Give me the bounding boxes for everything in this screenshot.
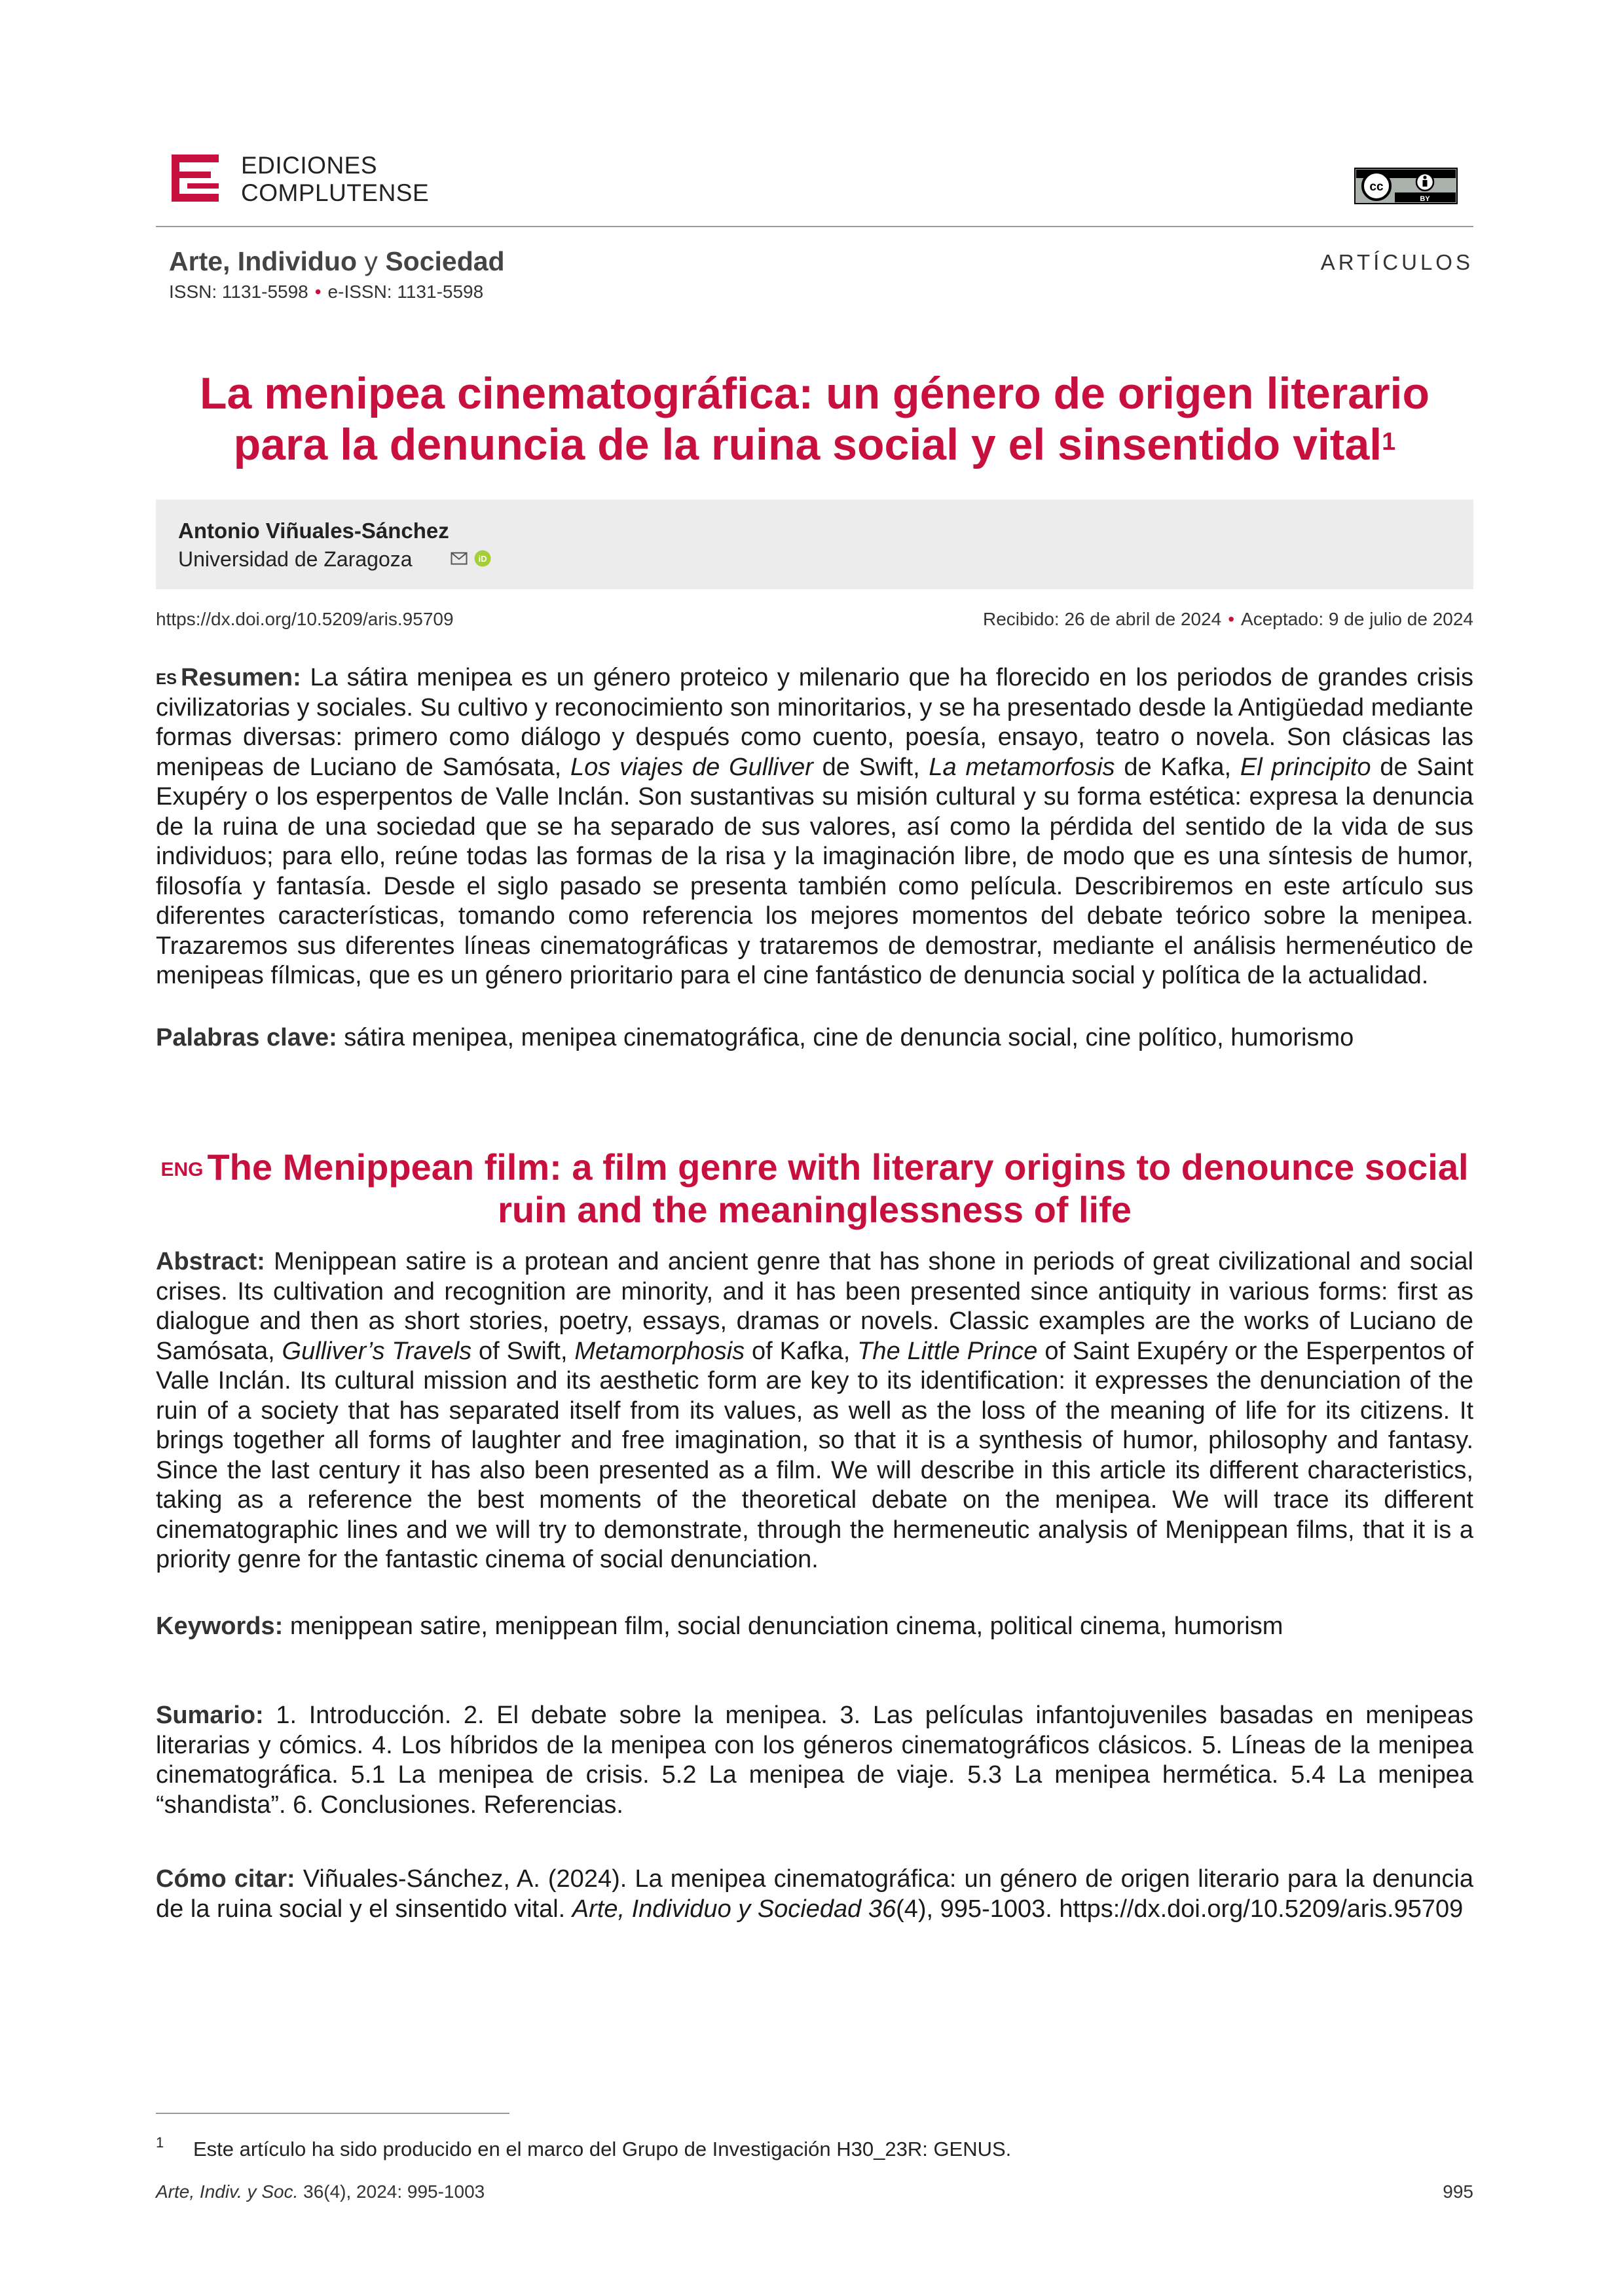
cc-by-license-icon[interactable] — [1354, 168, 1458, 204]
summary-text: 1. Introducción. 2. El debate sobre la menipea. 3. Las películas infantojuveniles basadas en menipeas literarias y cómics. 4. Los híbridos de la menipea con los géneros cinematográficos clásicos. 5. Líneas de la menipea cinematográfica. 5.1 La menipea de crisis. 5.2 La menipea de viaje. 5.3 La menipea hermética. 5.4 La menipea “shandista”. 6. Conclusiones. Referencias. — [156, 1702, 1473, 1819]
accepted-date: Aceptado: 9 de julio de 2024 — [1241, 609, 1473, 629]
work-title: El principito — [1240, 753, 1371, 781]
issn: ISSN: 1131-5598 — [169, 282, 308, 302]
author-box — [156, 500, 1473, 589]
work-title: La metamorfosis — [929, 753, 1115, 781]
footer-issue: 36(4), 2024: 995-1003 — [298, 2181, 485, 2202]
e-issn: e-ISSN: 1131-5598 — [327, 282, 484, 302]
author-name: Antonio Viñuales-Sánchez — [178, 519, 449, 543]
work-title: Los viajes de Gulliver — [570, 753, 813, 781]
publisher-line-1: EDICIONES — [241, 152, 378, 179]
citation-text-2: (4), 995-1003. https://dx.doi.org/10.5209/aris.95709 — [896, 1895, 1464, 1923]
journal-name-part-3: Sociedad — [385, 246, 505, 276]
work-title: Gulliver’s Travels — [282, 1337, 472, 1365]
citation-text-1: Viñuales-Sánchez, A. (2024). La menipea cinematográfica: un género de origen literario para la denuncia de la ruina social y el sinsentido vital. — [156, 1865, 1474, 1923]
language-tag-eng: ENG — [160, 1159, 204, 1180]
summary-label: Sumario: — [156, 1702, 264, 1729]
abstract-label-es: Resumen: — [181, 664, 301, 691]
svg-text:iD: iD — [478, 554, 487, 564]
title-footnote-marker[interactable]: 1 — [1382, 428, 1396, 456]
citation — [156, 1865, 1473, 1924]
abstract-text-en-3: of Kafka, — [745, 1337, 858, 1365]
article-title — [156, 368, 1473, 470]
english-title-text: The Menippean film: a film genre with literary origins to denounce social ruin and the meaninglessness of life — [207, 1146, 1469, 1230]
keywords-es: sátira menipea, menipea cinematográfica, cine de denuncia social, cine político, humorismo — [337, 1024, 1354, 1051]
publisher-line-2: COMPLUTENSE — [241, 179, 430, 206]
abstract-text-es-1: La sátira menipea es un género proteico y milenario que ha florecido en los periodos de grandes crisis civilizatorias y sociales. Su cultivo y reconocimiento son minoritarios, y se ha presentado desde la Antigüedad mediante formas diversas: primero como diálogo y después como cuento, poesía, ensayo, teatro o novela. Son clásicas las menipeas de Luciano de Samósata, — [156, 664, 1473, 781]
received-date: Recibido: 26 de abril de 2024 — [982, 609, 1222, 629]
abstract-text-en-4: of Saint Exupéry or the Esperpentos of Valle Inclán. Its cultural mission and its aesthetic form are key to its identification: it expresses the denunciation of the ruin of a society that has separated itself from its values, as well as the loss of the meaning of life for its citizens. It brings together all forms of laughter and free imagination, so that it is a synthesis of humor, philosophy and fantasy. Since the last century it has also been presented as a film. We will describe in this article its different characteristics, taking as a reference the best moments of the theoretical debate on the menipea. We will trace its different cinematographic lines and we will try to demonstrate, through the hermeneutic analysis of Menippean films, that it is a priority genre for the fantastic cinema of social denunciation. — [156, 1337, 1473, 1573]
keywords-en: menippean satire, menippean film, social denunciation cinema, political cinema, humorism — [283, 1613, 1283, 1640]
citation-label: Cómo citar: — [156, 1865, 295, 1893]
section-label: ARTÍCULOS — [1320, 250, 1473, 274]
footer-citation — [156, 2181, 485, 2202]
language-tag-es: ES — [156, 670, 177, 688]
abstract-text-en-1: Menippean satire is a protean and ancient genre that has shone in periods of great civilizational and social crises. Its cultivation and recognition are minority, and it has been presented since antiquity in various forms: first as dialogue and then as short stories, poetry, essays, dramas or novels. Classic examples are the works of Luciano de Samósata, — [156, 1248, 1473, 1365]
bullet-separator: • — [1228, 609, 1235, 629]
svg-text:cc: cc — [1369, 180, 1384, 194]
summary — [156, 1701, 1473, 1820]
doi-link[interactable]: https://dx.doi.org/10.5209/aris.95709 — [156, 609, 454, 629]
publisher-name — [241, 152, 429, 207]
issn-line — [169, 282, 483, 302]
spanish-abstract — [156, 663, 1473, 991]
article-title-text: La menipea cinematográfica: un género de origen literario para la denuncia de la ruina social y el sinsentido vital — [199, 369, 1430, 469]
footer-journal: Arte, Indiv. y Soc. — [156, 2181, 299, 2202]
orcid-icon[interactable] — [474, 550, 491, 567]
abstract-text-es-2: de Swift, — [813, 753, 929, 781]
footnote-divider — [156, 2113, 509, 2114]
footnote-text: Este artículo ha sido producido en el marco del Grupo de Investigación H30_23R: GENUS. — [193, 2138, 1012, 2160]
ediciones-complutense-logo — [169, 152, 221, 204]
bullet-separator: • — [314, 282, 322, 302]
english-keywords — [156, 1612, 1473, 1642]
citation-journal: Arte, Individuo y Sociedad 36 — [572, 1895, 896, 1923]
journal-name-part-2: y — [364, 246, 378, 276]
page-number: 995 — [1443, 2181, 1473, 2202]
header-divider — [156, 226, 1473, 227]
journal-name — [169, 246, 505, 277]
svg-text:BY: BY — [1420, 195, 1430, 203]
abstract-text-es-4: de Saint Exupéry o los esperpentos de Valle Inclán. Son sustantivas su misión cultural y su forma estética: expresa la denuncia de la ruina de una sociedad que se ha separado de sus valores, así como la pérdida del sentido de la vida de sus individuos; para ello, reúne todas las formas de la risa y la imaginación libre, de modo que es una síntesis de humor, filosofía y fantasía. Desde el siglo pasado se presenta también como película. Describiremos en este artículo sus diferentes características, tomando como referencia los mejores momentos del debate teórico sobre la menipea. Trazaremos sus diferentes líneas cinematográficas y trataremos de demostrar, mediante el análisis hermenéutico de menipeas fílmicas, que es un género prioritario para el cine fantástico de denuncia social y política de la actualidad. — [156, 753, 1474, 989]
spanish-keywords — [156, 1023, 1473, 1053]
footnote-number: 1 — [156, 2134, 164, 2151]
work-title: Metamorphosis — [574, 1337, 745, 1365]
keywords-label-es: Palabras clave: — [156, 1024, 337, 1051]
abstract-text-es-3: de Kafka, — [1115, 753, 1240, 781]
english-abstract — [156, 1247, 1473, 1575]
abstract-text-en-2: of Swift, — [471, 1337, 575, 1365]
journal-name-part-1: Arte, Individuo — [169, 246, 357, 276]
author-affiliation: Universidad de Zaragoza — [178, 547, 413, 571]
keywords-label-en: Keywords: — [156, 1613, 284, 1640]
mail-icon[interactable] — [451, 552, 468, 565]
english-title — [156, 1146, 1473, 1231]
work-title: The Little Prince — [857, 1337, 1038, 1365]
abstract-label-en: Abstract: — [156, 1248, 265, 1275]
dates-line — [983, 609, 1473, 630]
